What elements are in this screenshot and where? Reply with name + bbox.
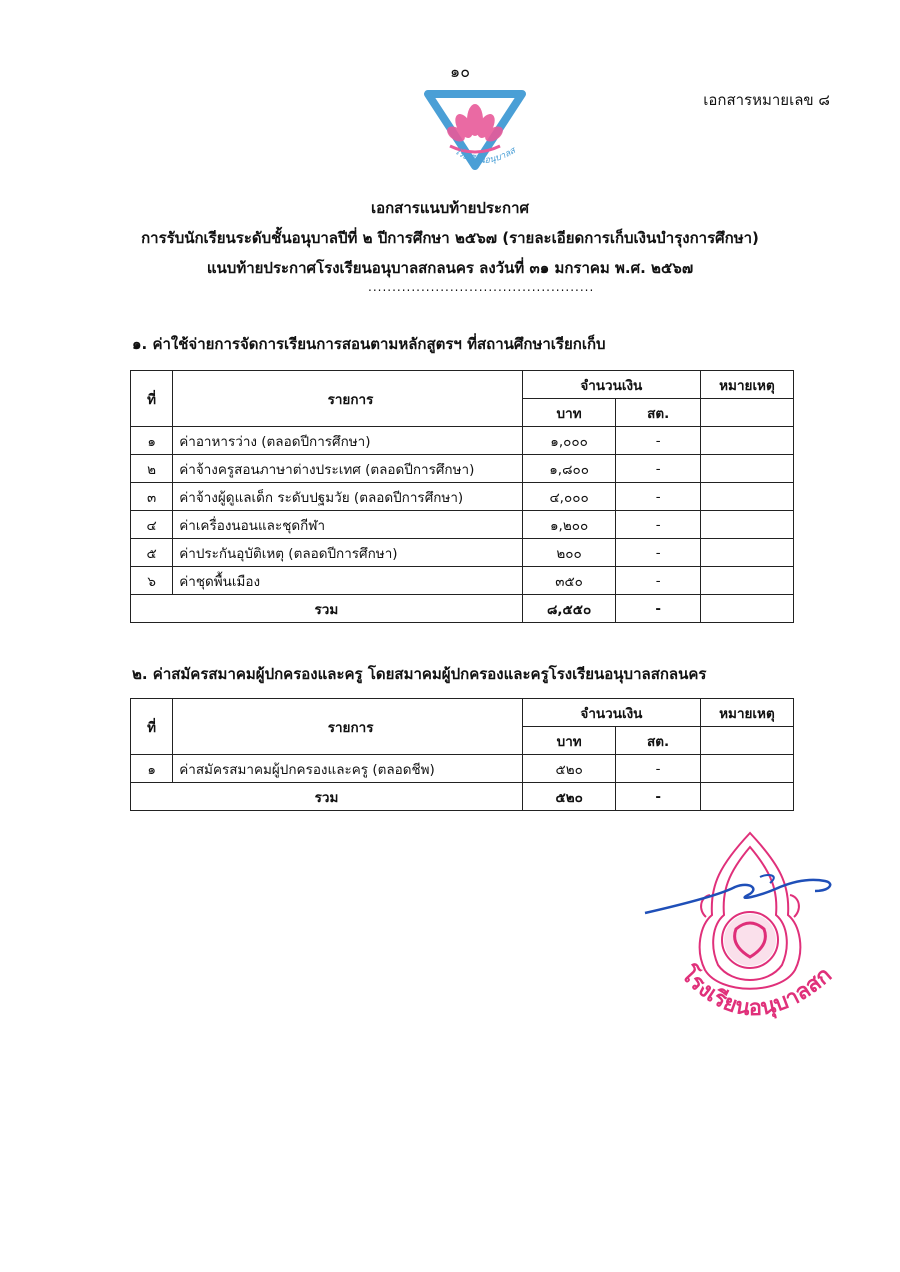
row-item: ค่าจ้างผู้ดูแลเด็ก ระดับปฐมวัย (ตลอดปีการศึกษา) xyxy=(173,483,523,511)
seal-text: โรงเรียนอนุบาลสก xyxy=(675,962,837,1022)
fee-table-2 xyxy=(130,698,794,811)
header-no: ที่ xyxy=(131,699,173,755)
header-no: ที่ xyxy=(131,371,173,427)
row-satang: - xyxy=(616,567,700,595)
page-number: ๑๐ xyxy=(450,62,470,81)
note-cell xyxy=(700,727,793,755)
table-row xyxy=(131,755,794,783)
heading-dots: ............................................... xyxy=(368,280,595,294)
row-baht: ๔,๐๐๐ xyxy=(522,483,616,511)
row-baht: ๕๒๐ xyxy=(522,755,615,783)
row-item: ค่าประกันอุบัติเหตุ (ตลอดปีการศึกษา) xyxy=(173,539,523,567)
row-item: ค่าเครื่องนอนและชุดกีฬา xyxy=(173,511,523,539)
total-row xyxy=(131,595,794,623)
header-satang: สต. xyxy=(616,727,700,755)
row-no: ๖ xyxy=(131,567,173,595)
total-label: รวม xyxy=(131,783,523,811)
row-baht: ๒๐๐ xyxy=(522,539,616,567)
note-cell xyxy=(700,539,793,567)
header-item: รายการ xyxy=(173,371,523,427)
row-baht: ๑,๘๐๐ xyxy=(522,455,616,483)
row-satang: - xyxy=(616,755,700,783)
document-number: เอกสารหมายเลข ๘ xyxy=(703,91,830,109)
total-row xyxy=(131,783,794,811)
total-baht: ๘,๕๕๐ xyxy=(522,595,616,623)
row-item: ค่าอาหารว่าง (ตลอดปีการศึกษา) xyxy=(173,427,523,455)
logo-text: โรงเรียนอนุบาลส xyxy=(452,146,518,167)
row-no: ๕ xyxy=(131,539,173,567)
row-item: ค่าจ้างครูสอนภาษาต่างประเทศ (ตลอดปีการศึกษา) xyxy=(173,455,523,483)
row-no: ๑ xyxy=(131,427,173,455)
header-note: หมายเหตุ xyxy=(700,699,793,727)
signature-stroke xyxy=(645,880,830,913)
header-amount: จำนวนเงิน xyxy=(522,699,700,727)
school-seal-stamp xyxy=(640,825,860,1040)
fee-table-1 xyxy=(130,370,794,623)
header-item: รายการ xyxy=(173,699,523,755)
heading-line-2: การรับนักเรียนระดับชั้นอนุบาลปีที่ ๒ ปีการศึกษา ๒๕๖๗ (รายละเอียดการเก็บเงินบำรุงการศึกษา) xyxy=(141,229,759,247)
section-2-title: ๒. ค่าสมัครสมาคมผู้ปกครองและครู โดยสมาคมผู้ปกครองและครูโรงเรียนอนุบาลสกลนคร xyxy=(132,665,707,683)
note-cell xyxy=(700,511,793,539)
note-cell xyxy=(700,483,793,511)
row-baht: ๑,๒๐๐ xyxy=(522,511,616,539)
row-no: ๒ xyxy=(131,455,173,483)
table-row xyxy=(131,455,794,483)
row-satang: - xyxy=(616,427,700,455)
row-item: ค่าสมัครสมาคมผู้ปกครองและครู (ตลอดชีพ) xyxy=(173,755,523,783)
row-no: ๓ xyxy=(131,483,173,511)
note-cell xyxy=(700,783,793,811)
note-cell xyxy=(700,455,793,483)
row-satang: - xyxy=(616,539,700,567)
table-row xyxy=(131,427,794,455)
heading-line-3: แนบท้ายประกาศโรงเรียนอนุบาลสกลนคร ลงวันที่ ๓๑ มกราคม พ.ศ. ๒๕๖๗ xyxy=(206,259,694,277)
table-row xyxy=(131,483,794,511)
section-1-title: ๑. ค่าใช้จ่ายการจัดการเรียนการสอนตามหลักสูตรฯ ที่สถานศึกษาเรียกเก็บ xyxy=(132,335,606,353)
table-row xyxy=(131,567,794,595)
table-row xyxy=(131,539,794,567)
note-cell xyxy=(700,399,793,427)
header-satang: สต. xyxy=(616,399,700,427)
total-baht: ๕๒๐ xyxy=(522,783,615,811)
row-baht: ๓๕๐ xyxy=(522,567,616,595)
total-satang: - xyxy=(616,783,700,811)
header-amount: จำนวนเงิน xyxy=(522,371,700,399)
row-no: ๔ xyxy=(131,511,173,539)
row-satang: - xyxy=(616,455,700,483)
header-baht: บาท xyxy=(522,727,615,755)
table-row xyxy=(131,511,794,539)
note-cell xyxy=(700,595,793,623)
note-cell xyxy=(700,427,793,455)
row-item: ค่าชุดพื้นเมือง xyxy=(173,567,523,595)
school-logo xyxy=(420,86,530,181)
row-baht: ๑,๐๐๐ xyxy=(522,427,616,455)
header-note: หมายเหตุ xyxy=(700,371,793,399)
row-satang: - xyxy=(616,483,700,511)
total-label: รวม xyxy=(131,595,523,623)
row-no: ๑ xyxy=(131,755,173,783)
note-cell xyxy=(700,567,793,595)
row-satang: - xyxy=(616,511,700,539)
header-baht: บาท xyxy=(522,399,616,427)
note-cell xyxy=(700,755,793,783)
total-satang: - xyxy=(616,595,700,623)
heading-line-1: เอกสารแนบท้ายประกาศ xyxy=(370,199,530,217)
